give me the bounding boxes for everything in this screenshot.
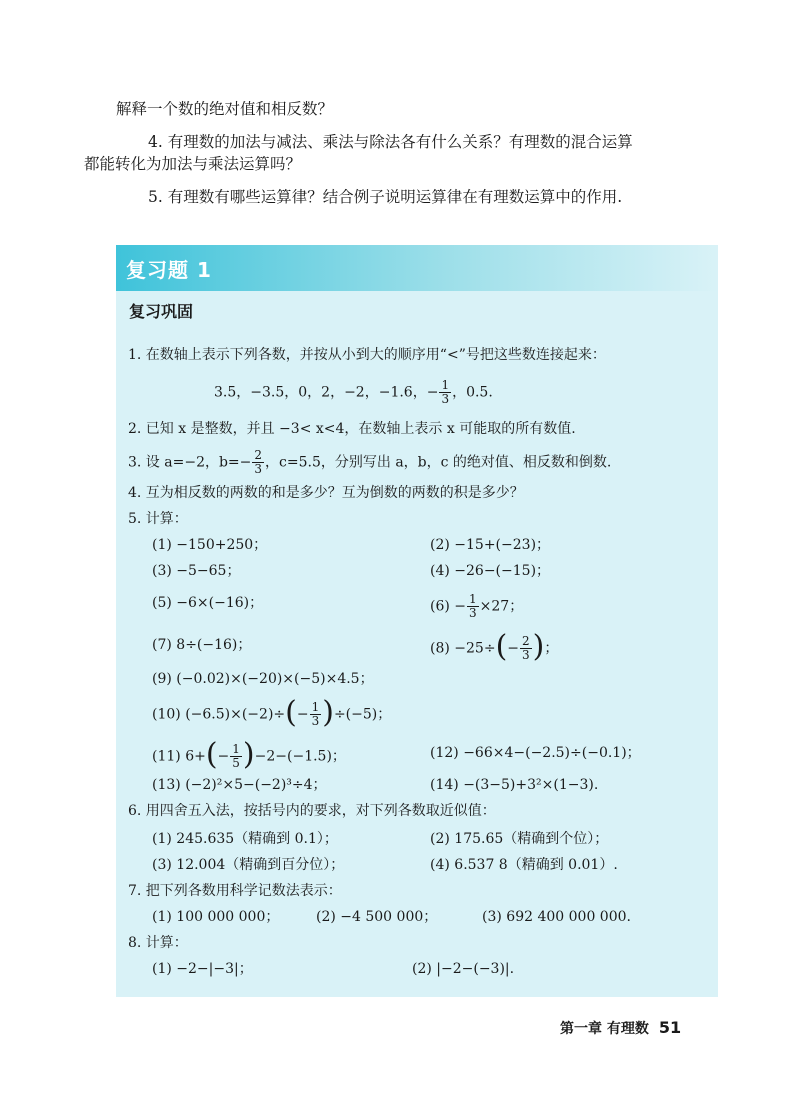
calc-10-b: ÷(−5)；: [333, 706, 392, 723]
calc-11-a: (11) 6+: [152, 748, 206, 765]
fraction-denominator: 3: [522, 648, 530, 662]
calc-13: (13) (−2)²×5−(−2)³÷4；: [152, 777, 327, 793]
q3-text-b: ，c=5.5，分别写出 a，b，c 的绝对值、相反数和倒数.: [265, 454, 612, 471]
calc-12: (12) −66×4−(−2.5)÷(−0.1)；: [430, 745, 641, 761]
fraction-denominator: 3: [254, 462, 263, 476]
question-4-line1: 4. 有理数的加法与减法、乘法与除法各有什么关系？有理数的混合运算: [148, 133, 633, 151]
review-title: 复习题 1: [126, 258, 212, 282]
q1-numbers-a: 3.5，−3.5，0，2，−2，−1.6，−: [214, 384, 439, 401]
fraction-numerator: 1: [469, 592, 477, 606]
fraction-denominator: 3: [441, 392, 450, 406]
paren-close: ): [322, 694, 334, 730]
calc-7: (7) 8÷(−16)；: [152, 637, 252, 653]
calc-6: [430, 593, 523, 620]
sci-1: (1) 100 000 000；: [152, 909, 280, 925]
fraction-numerator: 1: [441, 378, 450, 392]
calc-11: (11) 6+(− $\frac{1}{5}$ )−2−(−1.5)；: [152, 736, 346, 772]
q3-text-a: 3. 设 a=−2，b=−: [128, 454, 252, 471]
sci-2: (2) −4 500 000；: [316, 909, 438, 925]
calc-8: (8) −25÷(− $\frac{2}{3}$ )；: [430, 628, 559, 664]
calc-3: (3) −5−65；: [152, 563, 241, 579]
calc-11-b: −2−(−1.5)；: [254, 748, 346, 765]
question-5: 5. 有理数有哪些运算律？结合例子说明运算律在有理数运算中的作用.: [148, 188, 623, 206]
intro-line: 解释一个数的绝对值和相反数？: [116, 100, 334, 118]
calc-8-b: ；: [544, 640, 559, 657]
fraction-numerator: 2: [522, 634, 530, 648]
calc-11-fraction: [230, 743, 242, 770]
sci-3: (3) 692 400 000 000.: [482, 909, 631, 925]
review-q1: 1. 在数轴上表示下列各数，并按从小到大的顺序用“<”号把这些数连接起来：: [128, 347, 606, 363]
fraction-numerator: 2: [254, 448, 263, 462]
round-3: (3) 12.004（精确到百分位）；: [152, 857, 345, 873]
q1-fraction: [439, 379, 451, 406]
review-q3: [128, 449, 611, 476]
abs-1: (1) −2−|−3|；: [152, 961, 253, 977]
calc-1: (1) −150+250；: [152, 537, 268, 553]
calc-8-fraction: [520, 635, 532, 662]
page-footer: [560, 1018, 681, 1038]
review-banner: [116, 245, 718, 291]
section-title: 复习巩固: [129, 302, 194, 321]
calc-2: (2) −15+(−23)；: [430, 537, 551, 553]
fraction-denominator: 5: [232, 756, 240, 770]
paren-open: (: [285, 694, 297, 730]
paren-open: (: [205, 736, 218, 772]
paren-open: (: [495, 628, 508, 664]
calc-6-b: ×27；: [479, 598, 524, 615]
round-4: (4) 6.537 8（精确到 0.01）.: [430, 857, 618, 873]
fraction-numerator: 1: [232, 742, 240, 756]
review-q1-numbers: [214, 379, 493, 406]
question-4: [84, 131, 726, 175]
calc-10: (10) (−6.5)×(−2)÷(− $\frac{1}{3}$ )÷(−5)；: [152, 694, 392, 730]
calc-6-a: (6) −: [430, 598, 467, 615]
abs-2: (2) |−2−(−3)|.: [412, 961, 515, 977]
page-number: 51: [658, 1018, 682, 1037]
calc-14: (14) −(3−5)+3²×(1−3).: [430, 777, 599, 793]
q1-numbers-b: ，0.5.: [452, 384, 493, 401]
review-panel: [116, 245, 718, 997]
calc-8-a: (8) −25÷: [430, 640, 496, 657]
round-2: (2) 175.65（精确到个位）；: [430, 831, 609, 847]
calc-5: (5) −6×(−16)；: [152, 595, 264, 611]
chapter-label: 第一章 有理数: [560, 1021, 649, 1037]
question-4-line2: 都能转化为加法与乘法运算吗？: [84, 155, 302, 173]
q3-fraction: [252, 449, 264, 476]
paren-close: ): [242, 736, 255, 772]
calc-4: (4) −26−(−15)；: [430, 563, 551, 579]
intro-text: [84, 98, 726, 219]
fraction-denominator: 3: [311, 714, 320, 728]
review-q4: 4. 互为相反数的两数的和是多少？互为倒数的两数的积是多少？: [128, 485, 524, 501]
review-q6: 6. 用四舍五入法，按括号内的要求，对下列各数取近似值：: [128, 803, 496, 819]
review-q8: 8. 计算：: [128, 935, 188, 951]
calc-6-fraction: [467, 593, 479, 620]
calc-9: (9) (−0.02)×(−20)×(−5)×4.5；: [152, 671, 374, 687]
calc-10-fraction: [310, 701, 322, 728]
round-1: (1) 245.635（精确到 0.1）；: [152, 831, 338, 847]
fraction-denominator: 3: [469, 606, 477, 620]
calc-10-a: (10) (−6.5)×(−2)÷: [152, 706, 286, 723]
fraction-numerator: 1: [311, 700, 320, 714]
review-q2: 2. 已知 x 是整数，并且 −3< x<4，在数轴上表示 x 可能取的所有数值.: [128, 421, 576, 437]
paren-close: ): [532, 628, 545, 664]
review-q7: 7. 把下列各数用科学记数法表示：: [128, 883, 342, 899]
review-q5: 5. 计算：: [128, 511, 188, 527]
